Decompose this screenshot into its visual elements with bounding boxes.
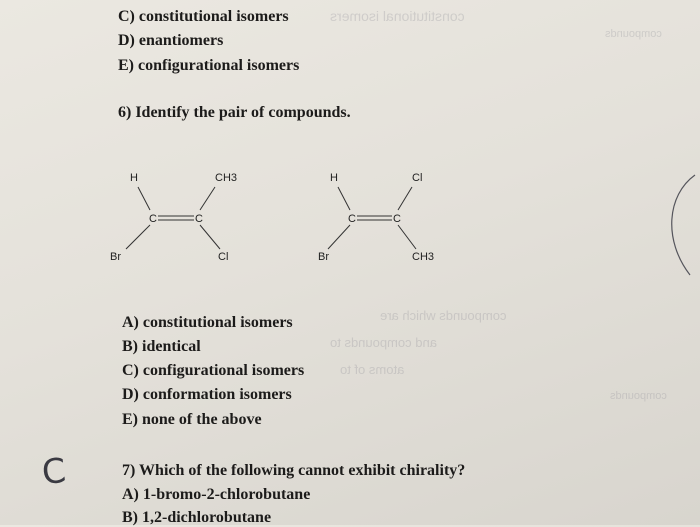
question-7-title: 7) Which of the following cannot exhibit chirality? [122, 462, 466, 479]
q6-option-d: D) conformation isomers [122, 386, 292, 403]
handwritten-answer-mark: C [39, 450, 68, 494]
bleed-through-text: compounds which are [380, 308, 507, 323]
q6-option-e: E) none of the above [122, 411, 262, 428]
q6-option-c: C) configurational isomers [122, 362, 305, 379]
mol2-bond-ch3 [398, 225, 416, 249]
q7-option-a: A) 1-bromo-2-chlorobutane [122, 486, 311, 503]
mol2-bond-br [328, 225, 350, 249]
bleed-through-text: atoms of to [340, 362, 405, 377]
mol2-top-right-label: Cl [412, 172, 423, 184]
molecule-pair [100, 165, 480, 275]
bleed-through-text: compounds [610, 390, 667, 402]
mol1-bottom-left-label: Br [110, 251, 121, 263]
molecule-2 [318, 172, 434, 263]
q6-option-a: A) constitutional isomers [122, 314, 293, 331]
bleed-through-text: compounds [605, 28, 662, 40]
bleed-through-text: constitutional isomers [330, 8, 465, 24]
mol1-bond-cl [200, 225, 220, 249]
prev-option-c: C) constitutional isomers [118, 8, 289, 25]
molecule-1 [110, 172, 237, 263]
mol2-carbon-left: C [348, 213, 356, 225]
prev-option-e: E) configurational isomers [118, 57, 300, 74]
mol1-bottom-right-label: Cl [218, 251, 229, 263]
mol2-carbon-right: C [393, 213, 401, 225]
mol1-top-left-label: H [130, 172, 138, 184]
mol2-bottom-left-label: Br [318, 251, 329, 263]
mol2-top-left-label: H [330, 172, 338, 184]
mol1-bond-ch3 [200, 187, 215, 210]
bleed-through-text: and compounds to [330, 335, 437, 350]
mol2-bottom-right-label: CH3 [412, 251, 435, 263]
mol1-bond-br [126, 225, 150, 249]
q6-option-b: B) identical [122, 338, 201, 355]
mol1-carbon-left: C [149, 213, 157, 225]
mol2-bond-h [338, 187, 350, 210]
question-6-title: 6) Identify the pair of compounds. [118, 104, 351, 121]
mol1-carbon-right: C [195, 213, 203, 225]
mol1-top-right-label: CH3 [215, 172, 238, 184]
prev-option-d: D) enantiomers [118, 32, 224, 49]
mol1-bond-h [138, 187, 150, 210]
margin-pen-stroke [655, 170, 700, 280]
q7-option-b: B) 1,2-dichlorobutane [122, 509, 272, 526]
mol2-bond-cl [398, 187, 412, 210]
